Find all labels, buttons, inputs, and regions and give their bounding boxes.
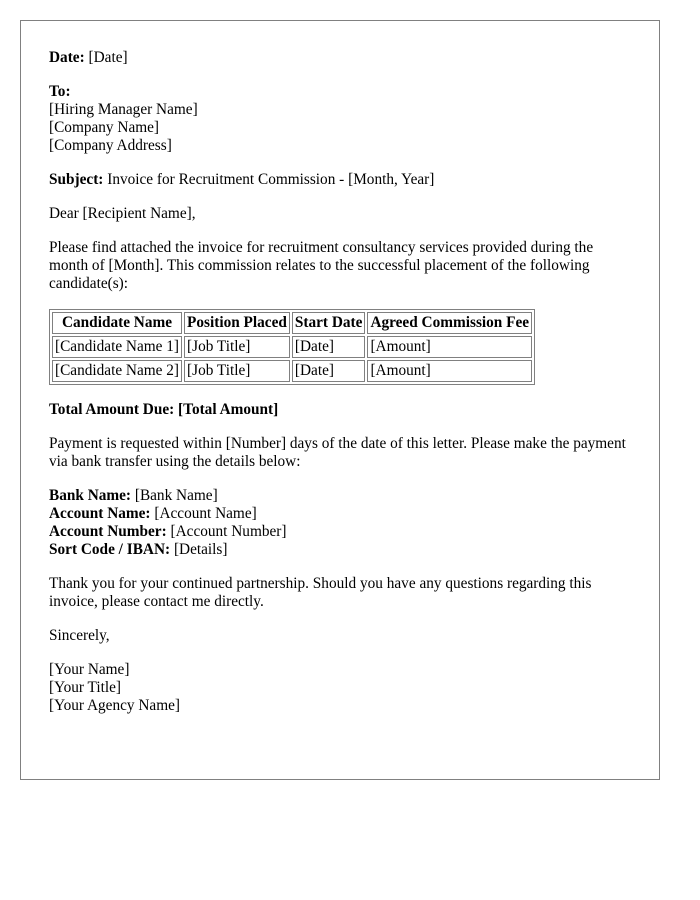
account-number-line	[49, 523, 631, 541]
header-commission-fee: Agreed Commission Fee	[367, 312, 532, 334]
cell-position: [Job Title]	[184, 360, 290, 382]
your-agency-name: [Your Agency Name]	[49, 697, 180, 714]
header-start-date: Start Date	[292, 312, 366, 334]
recipient-block	[49, 83, 631, 155]
date-line	[49, 49, 631, 67]
sort-code-label: Sort Code / IBAN:	[49, 541, 171, 558]
cell-start-date: [Date]	[292, 336, 366, 358]
bank-name-line	[49, 487, 631, 505]
table-header-row	[52, 312, 532, 334]
account-number-label: Account Number:	[49, 523, 167, 540]
closing-paragraph: Thank you for your continued partnership. Should you have any questions regarding this invoice, please contact me directly.	[49, 575, 592, 610]
company-name: [Company Name]	[49, 119, 160, 136]
table-row	[52, 336, 532, 358]
to-label: To:	[49, 83, 71, 100]
sort-code-value: [Details]	[173, 541, 228, 558]
table-row	[52, 360, 532, 382]
cell-commission-fee: [Amount]	[367, 360, 532, 382]
intro-paragraph: Please find attached the invoice for recruitment consultancy services provided during the month of [Month]. This commission relates to the successful placement of the following candidate(s):	[49, 239, 594, 292]
header-position-placed: Position Placed	[184, 312, 290, 334]
your-name: [Your Name]	[49, 661, 130, 678]
header-candidate-name: Candidate Name	[52, 312, 182, 334]
bank-name-label: Bank Name:	[49, 487, 132, 504]
cell-start-date: [Date]	[292, 360, 366, 382]
candidate-table	[49, 309, 535, 385]
subject-value: Invoice for Recruitment Commission - [Month, Year]	[107, 171, 435, 188]
subject-line	[49, 171, 631, 189]
company-address: [Company Address]	[49, 137, 172, 154]
cell-candidate-name: [Candidate Name 1]	[52, 336, 182, 358]
total-label: Total Amount Due: [Total Amount]	[49, 401, 279, 418]
account-number-value: [Account Number]	[170, 523, 287, 540]
date-value: [Date]	[88, 49, 128, 66]
bank-details	[49, 487, 631, 559]
salutation: Dear [Recipient Name],	[49, 205, 196, 222]
bank-name-value: [Bank Name]	[134, 487, 218, 504]
cell-commission-fee: [Amount]	[367, 336, 532, 358]
signature-block	[49, 661, 631, 715]
account-name-label: Account Name:	[49, 505, 151, 522]
total-amount-due	[49, 401, 631, 419]
cell-candidate-name: [Candidate Name 2]	[52, 360, 182, 382]
account-name-line	[49, 505, 631, 523]
payment-paragraph: Payment is requested within [Number] days of the date of this letter. Please make the payment via bank transfer using the details below:	[49, 435, 626, 470]
account-name-value: [Account Name]	[154, 505, 257, 522]
subject-label: Subject:	[49, 171, 104, 188]
date-label: Date:	[49, 49, 85, 66]
your-title: [Your Title]	[49, 679, 121, 696]
letter-page	[20, 20, 660, 780]
signoff: Sincerely,	[49, 627, 110, 644]
cell-position: [Job Title]	[184, 336, 290, 358]
hiring-manager-name: [Hiring Manager Name]	[49, 101, 198, 118]
sort-code-line	[49, 541, 631, 559]
